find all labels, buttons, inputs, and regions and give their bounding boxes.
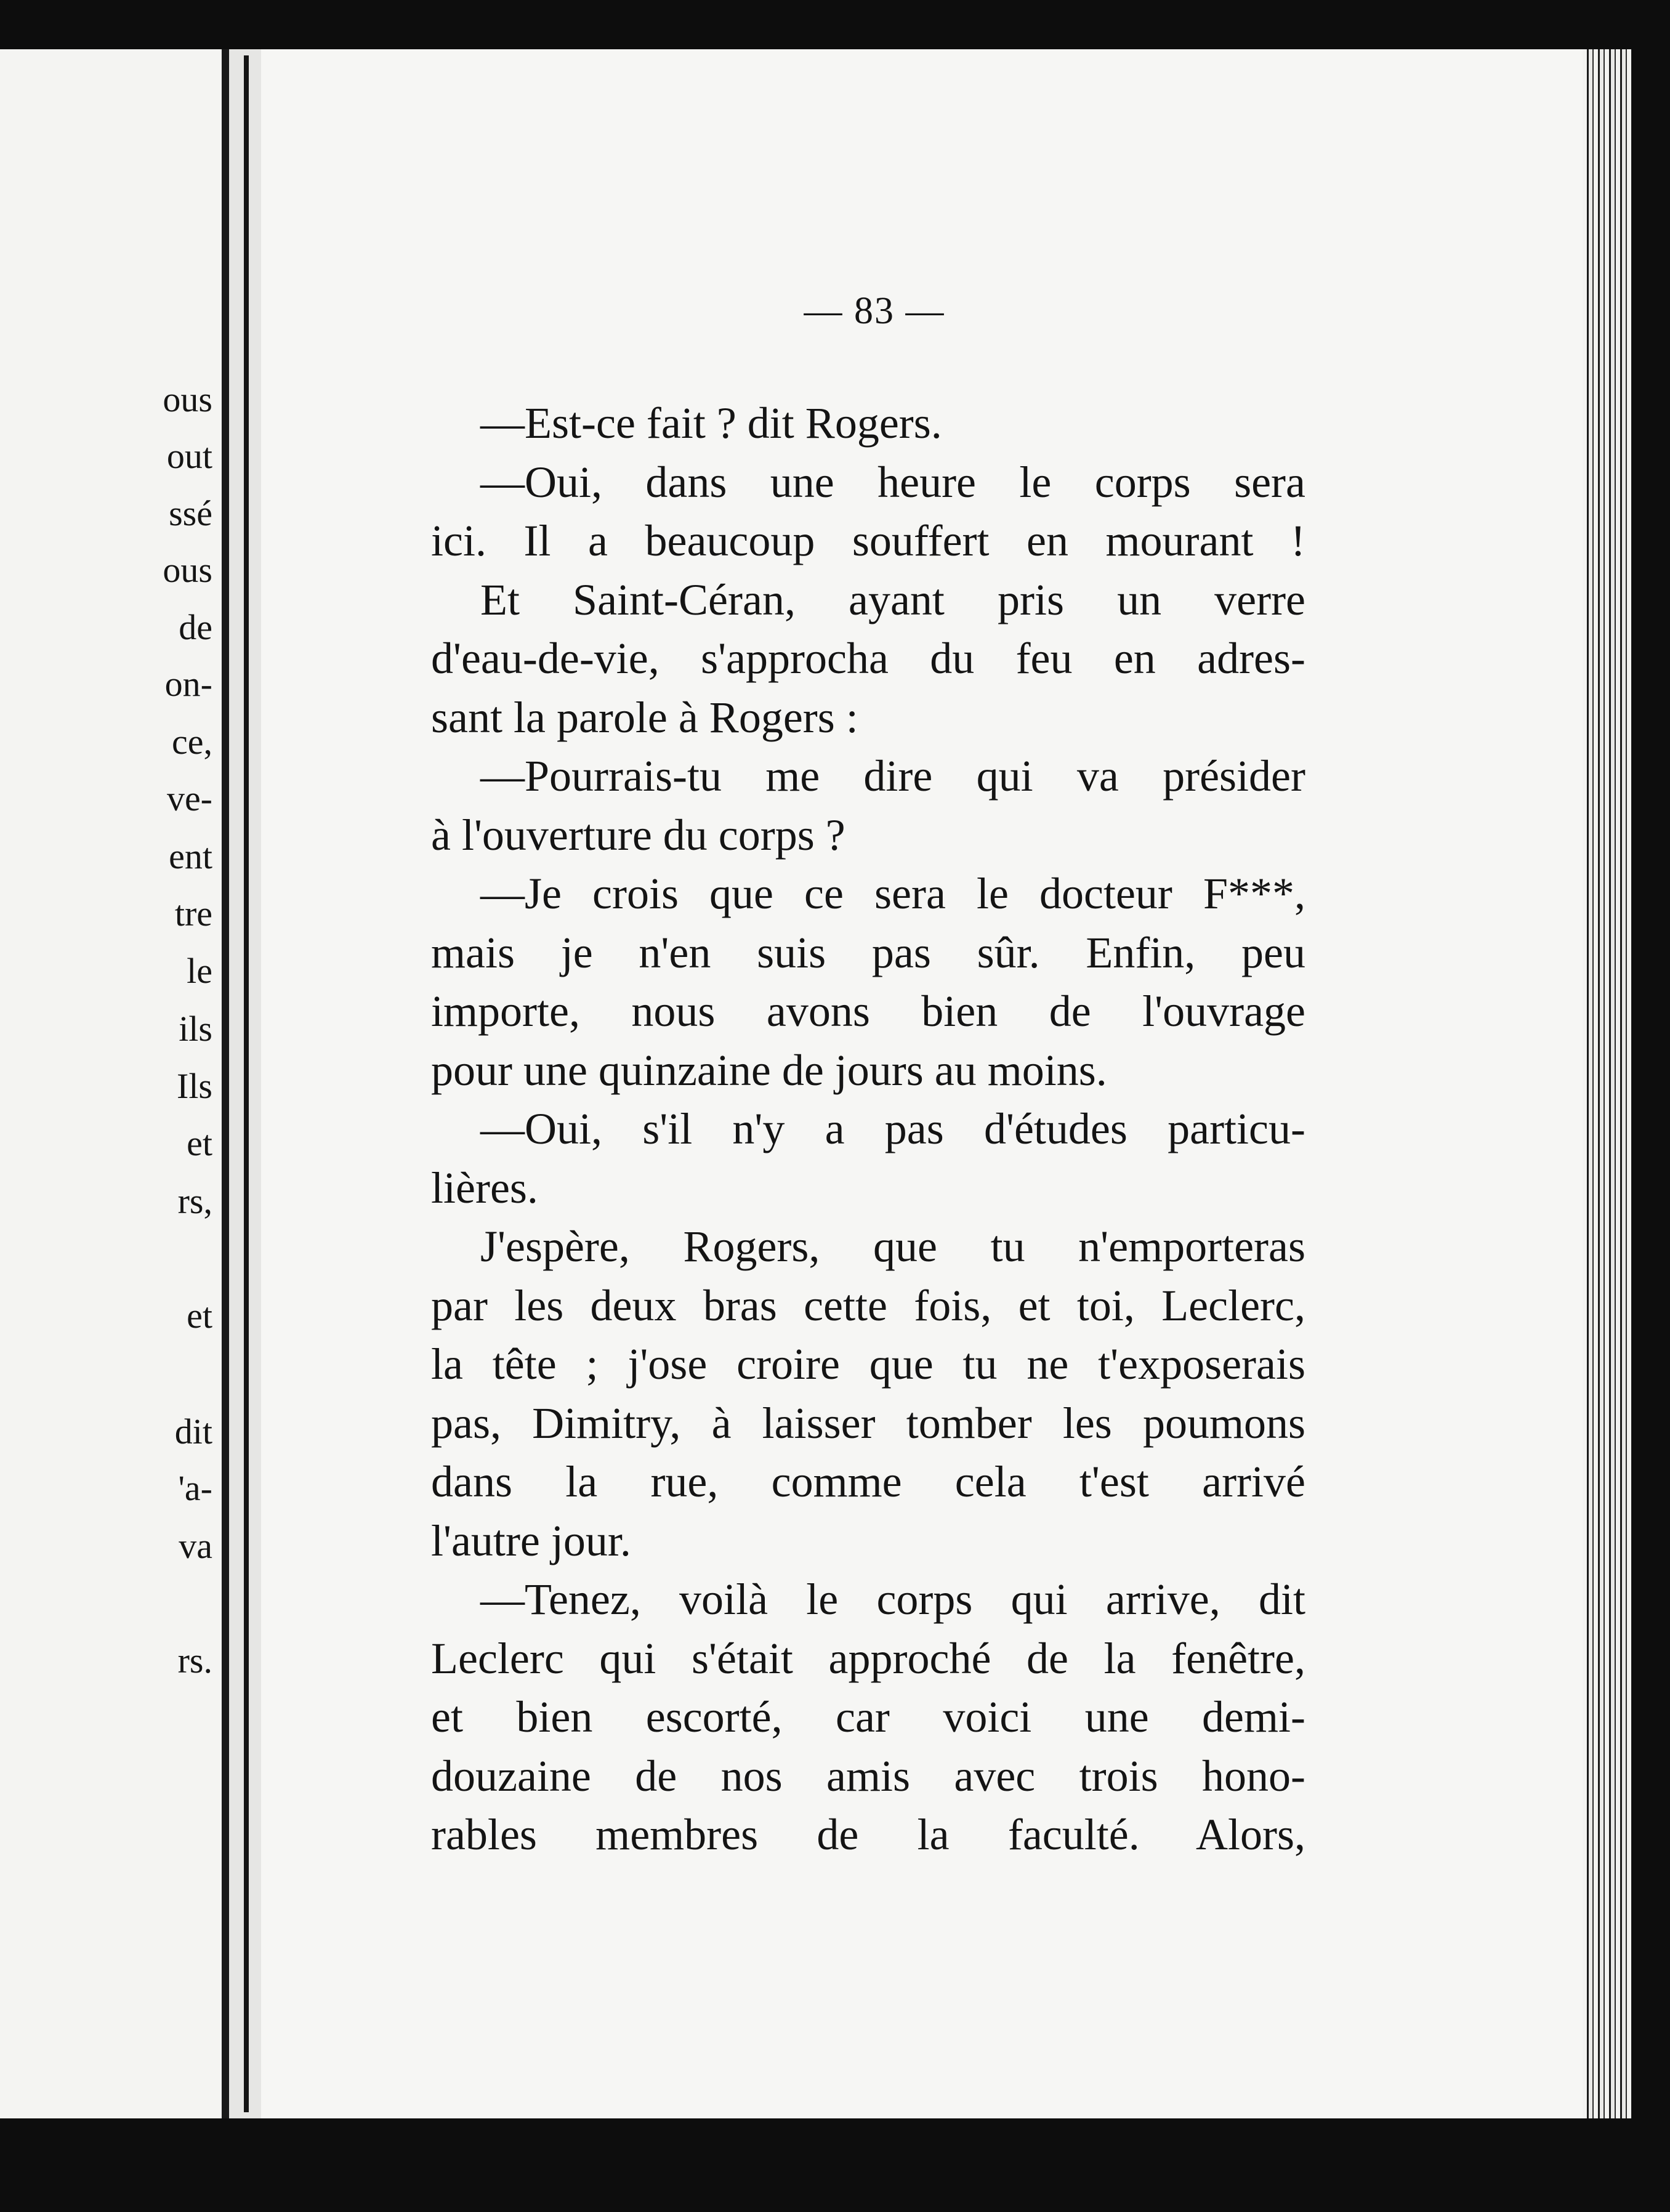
- text-line: [431, 1512, 1305, 1571]
- text-line: [431, 453, 1305, 512]
- text-line-content: douzaine de nos amis avec trois hono-: [431, 1751, 1305, 1801]
- text-line-content: sant la parole à Rogers :: [431, 692, 858, 742]
- text-line-content: lières.: [431, 1163, 538, 1213]
- text-line: [431, 571, 1305, 630]
- left-page-fragment: ent: [169, 836, 212, 876]
- text-line-content: —Pourrais-tu me dire qui va présider: [480, 751, 1305, 801]
- text-line-content: —Est-ce fait ? dit Rogers.: [480, 398, 942, 448]
- text-line-content: la tête ; j'ose croire que tu ne t'exposerais: [431, 1339, 1305, 1389]
- text-line-content: —Tenez, voilà le corps qui arrive, dit: [480, 1575, 1305, 1624]
- bottom-shadow: [0, 2118, 1670, 2212]
- left-page-fragment: et: [187, 1123, 212, 1163]
- book-gutter: [229, 49, 261, 2118]
- text-line: [431, 1335, 1305, 1394]
- left-page-fragment: tre: [174, 894, 212, 934]
- text-line-content: —Je crois que ce sera le docteur F***,: [480, 869, 1305, 918]
- gutter-fold: [244, 55, 249, 2112]
- left-page-fragment: ssé: [169, 493, 212, 533]
- text-line: [431, 1041, 1305, 1100]
- left-page-fragment: de: [179, 607, 212, 647]
- text-line: [431, 629, 1305, 688]
- text-line: [431, 1453, 1305, 1512]
- text-line-content: l'autre jour.: [431, 1516, 631, 1565]
- left-page-fragment: Ils: [177, 1066, 212, 1106]
- text-line-content: dans la rue, comme cela t'est arrivé: [431, 1457, 1305, 1506]
- left-page-fragment: rs,: [177, 1181, 212, 1221]
- text-line-content: —Oui, dans une heure le corps sera: [480, 457, 1305, 507]
- text-line: [431, 1688, 1305, 1747]
- text-line-content: Et Saint-Céran, ayant pris un verre: [480, 575, 1305, 624]
- text-line: [431, 806, 1305, 865]
- text-line-content: pour une quinzaine de jours au moins.: [431, 1045, 1107, 1095]
- left-page: [0, 49, 229, 2118]
- text-line: [431, 1100, 1305, 1159]
- left-page-fragments: [0, 49, 229, 2118]
- text-line: [431, 394, 1305, 453]
- text-line: [431, 1747, 1305, 1806]
- left-page-fragment: 'a-: [178, 1468, 212, 1508]
- text-line-content: importe, nous avons bien de l'ouvrage: [431, 987, 1305, 1036]
- text-line: [431, 1394, 1305, 1453]
- text-line: [431, 1217, 1305, 1277]
- left-page-fragment: le: [187, 951, 212, 991]
- text-line: [431, 865, 1305, 924]
- left-page-fragment: out: [166, 436, 212, 476]
- text-line: [431, 1277, 1305, 1336]
- text-line: [431, 1159, 1305, 1218]
- text-line-content: J'espère, Rogers, que tu n'emporteras: [480, 1222, 1305, 1271]
- text-line: [431, 924, 1305, 983]
- text-line-content: à l'ouverture du corps ?: [431, 810, 845, 860]
- body-text: [431, 394, 1305, 1865]
- left-page-fragment: et: [187, 1296, 212, 1336]
- text-line-content: Leclerc qui s'était approché de la fenêtre,: [431, 1633, 1305, 1683]
- left-page-fragment: rs.: [177, 1641, 212, 1681]
- left-page-fragment: ous: [163, 550, 212, 590]
- left-page-edge: [222, 49, 229, 2118]
- text-line: [431, 1806, 1305, 1865]
- left-page-fragment: dit: [174, 1411, 212, 1451]
- text-line-content: d'eau-de-vie, s'approcha du feu en adres-: [431, 634, 1305, 683]
- text-line: [431, 512, 1305, 571]
- text-line: [431, 688, 1305, 748]
- left-page-fragment: on-: [164, 664, 212, 704]
- text-line-content: rables membres de la faculté. Alors,: [431, 1810, 1305, 1859]
- page-edges: [1583, 49, 1632, 2168]
- left-page-fragment: ils: [179, 1009, 212, 1049]
- text-line-content: par les deux bras cette fois, et toi, Leclerc,: [431, 1280, 1305, 1330]
- page-number: — 83 —: [804, 290, 945, 332]
- text-line-content: —Oui, s'il n'y a pas d'études particu-: [480, 1104, 1305, 1153]
- left-page-fragment: ve-: [166, 778, 212, 818]
- text-line: [431, 747, 1305, 806]
- left-page-fragment: ous: [163, 379, 212, 419]
- text-line: [431, 982, 1305, 1041]
- left-page-fragment: ce,: [172, 722, 212, 762]
- text-line-content: mais je n'en suis pas sûr. Enfin, peu: [431, 927, 1305, 977]
- left-page-fragment: va: [179, 1526, 212, 1566]
- text-line: [431, 1570, 1305, 1629]
- text-line-content: pas, Dimitry, à laisser tomber les poumons: [431, 1398, 1305, 1448]
- text-line-content: et bien escorté, car voici une demi-: [431, 1692, 1305, 1742]
- text-line-content: ici. Il a beaucoup souffert en mourant !: [431, 516, 1305, 565]
- text-line: [431, 1629, 1305, 1689]
